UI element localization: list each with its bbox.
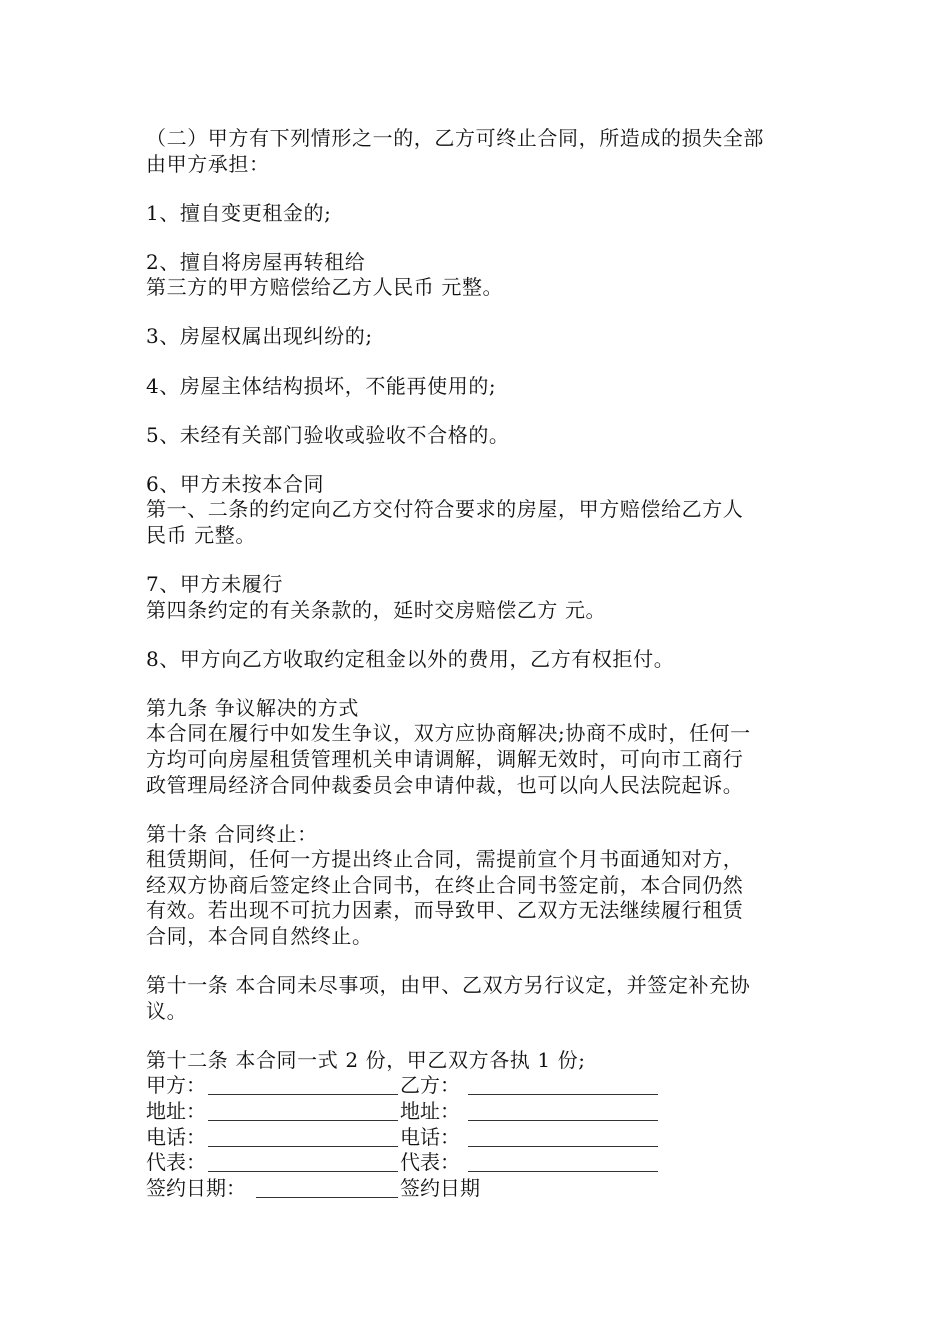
- paragraph-line: 3、房屋权属出现纠纷的;: [146, 324, 373, 349]
- contract-page: [146, 126, 816, 1201]
- party-b-phone-blank: [468, 1146, 658, 1147]
- paragraph-line: 7、甲方未履行: [146, 572, 283, 597]
- paragraph-line: 第九条 争议解决的方式: [146, 695, 359, 720]
- paragraph-line: 4、房屋主体结构损坏，不能再使用的;: [146, 373, 497, 398]
- paragraph: [146, 250, 816, 301]
- paragraph-line: （二）甲方有下列情形之一的，乙方可终止合同，所造成的损失全部: [146, 126, 764, 150]
- paragraph-spacer: [146, 950, 816, 974]
- paragraph-line: 第四条约定的有关条款的，延时交房赔偿乙方 元。: [146, 597, 607, 622]
- paragraph-spacer: [146, 350, 816, 374]
- signature-row-representative: [146, 1150, 816, 1176]
- paragraph: [146, 472, 816, 549]
- paragraph-line: 方均可向房屋租赁管理机关申请调解，调解无效时，可向市工商行: [146, 747, 744, 771]
- party-a-phone-label: 电话：: [146, 1124, 206, 1149]
- paragraph-spacer: [146, 301, 816, 325]
- party-b-address-label: 地址：: [400, 1099, 460, 1124]
- party-b-phone-label: 电话：: [400, 1124, 460, 1149]
- paragraph-spacer: [146, 177, 816, 201]
- paragraph-line: 经双方协商后签定终止合同书，在终止合同书签定前，本合同仍然: [146, 872, 744, 897]
- paragraph-line: 合同，本合同自然终止。: [146, 924, 373, 949]
- paragraph: [146, 647, 816, 673]
- signature-row-phone: [146, 1125, 816, 1151]
- paragraph-line: 6、甲方未按本合同: [146, 471, 325, 496]
- party-a-rep-blank: [208, 1171, 398, 1172]
- paragraph-line: 第一、二条的约定向乙方交付符合要求的房屋，甲方赔偿给乙方人: [146, 497, 744, 522]
- party-b-rep-blank: [468, 1171, 658, 1172]
- paragraph-line: 议。: [146, 998, 188, 1023]
- paragraph: [146, 374, 816, 400]
- paragraph-spacer: [146, 672, 816, 696]
- paragraph-line: 政管理局经济合同仲裁委员会申请仲裁，也可以向人民法院起诉。: [146, 772, 744, 797]
- paragraph: [146, 822, 816, 950]
- party-b-address-blank: [468, 1120, 658, 1121]
- signature-row-party: [146, 1073, 816, 1099]
- paragraph-spacer: [146, 798, 816, 822]
- paragraph-line: 本合同在履行中如发生争议，双方应协商解决;协商不成时，任何一: [146, 721, 751, 746]
- party-a-phone-blank: [208, 1146, 398, 1147]
- party-a-date-blank: [256, 1197, 398, 1198]
- paragraph: [146, 324, 816, 350]
- contract-body: [146, 126, 816, 1048]
- final-clause: 第十二条 本合同一式 2 份，甲乙双方各执 1 份;: [146, 1047, 586, 1072]
- paragraph-line: 5、未经有关部门验收或验收不合格的。: [146, 422, 510, 447]
- party-b-label: 乙方：: [400, 1073, 460, 1098]
- party-a-address-label: 地址：: [146, 1099, 206, 1124]
- party-b-rep-label: 代表：: [400, 1150, 460, 1175]
- paragraph-line: 租赁期间，任何一方提出终止合同，需提前宣个月书面通知对方，: [146, 847, 744, 872]
- party-a-blank: [208, 1094, 398, 1095]
- paragraph: [146, 572, 816, 623]
- paragraph-line: 有效。若出现不可抗力因素，而导致甲、乙双方无法继续履行租赁: [146, 898, 744, 923]
- paragraph-spacer: [146, 623, 816, 647]
- signature-row-address: [146, 1099, 816, 1125]
- paragraph-line: 8、甲方向乙方收取约定租金以外的费用，乙方有权拒付。: [146, 646, 675, 671]
- paragraph-line: 第三方的甲方赔偿给乙方人民币 元整。: [146, 275, 504, 300]
- paragraph: [146, 423, 816, 449]
- paragraph-line: 第十一条 本合同未尽事项，由甲、乙双方另行议定，并签定补充协: [146, 973, 751, 998]
- paragraph: [146, 201, 816, 227]
- party-a-address-blank: [208, 1120, 398, 1121]
- paragraph-line: 第十条 合同终止：: [146, 821, 318, 846]
- party-a-label: 甲方：: [146, 1073, 206, 1098]
- paragraph: [146, 973, 816, 1024]
- party-b-blank: [468, 1094, 658, 1095]
- paragraph-line: 2、擅自将房屋再转租给: [146, 249, 366, 274]
- party-a-rep-label: 代表：: [146, 1150, 206, 1175]
- paragraph-spacer: [146, 549, 816, 573]
- party-a-date-label: 签约日期：: [146, 1175, 246, 1200]
- signature-row-date: [146, 1176, 816, 1202]
- party-b-date-label: 签约日期: [400, 1175, 480, 1200]
- paragraph-spacer: [146, 1024, 816, 1048]
- paragraph-line: 1、擅自变更租金的;: [146, 200, 332, 225]
- paragraph-spacer: [146, 399, 816, 423]
- paragraph-spacer: [146, 448, 816, 472]
- paragraph: [146, 126, 816, 177]
- paragraph: [146, 696, 816, 798]
- paragraph-line: 由甲方承担：: [146, 151, 270, 176]
- paragraph-spacer: [146, 226, 816, 250]
- paragraph-line: 民币 元整。: [146, 522, 256, 547]
- signature-block: [146, 1073, 816, 1201]
